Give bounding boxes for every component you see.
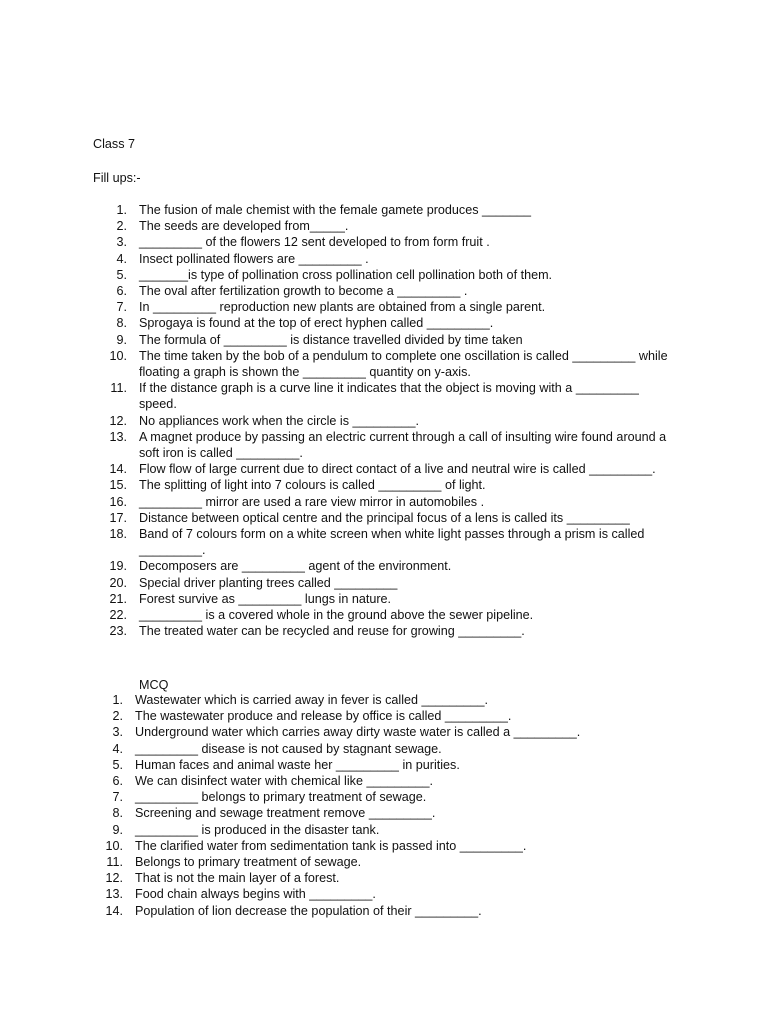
fill-up-item bbox=[100, 526, 670, 558]
fill-up-item bbox=[100, 202, 670, 218]
fill-ups-heading: Fill ups:- bbox=[93, 171, 141, 185]
mcq-item-number: 14. bbox=[105, 903, 123, 918]
mcq-item-number: 9. bbox=[112, 822, 123, 837]
mcq-item-number: 7. bbox=[112, 790, 123, 805]
mcq-item bbox=[96, 724, 666, 740]
fill-up-item-number: 15. bbox=[109, 478, 127, 493]
mcq-item-text: Screening and sewage treatment remove _________. bbox=[135, 806, 436, 821]
fill-up-item-number: 4. bbox=[116, 251, 127, 266]
mcq-item-number: 8. bbox=[112, 806, 123, 821]
fill-up-item bbox=[100, 299, 670, 315]
fill-up-item bbox=[100, 413, 670, 429]
mcq-item-number: 11. bbox=[106, 855, 123, 870]
mcq-item-text: Population of lion decrease the population of their _________. bbox=[135, 903, 482, 918]
mcq-item bbox=[96, 789, 666, 805]
fill-up-item-number: 1. bbox=[116, 203, 127, 217]
mcq-item-text: Food chain always begins with _________. bbox=[135, 887, 376, 902]
mcq-item-number: 6. bbox=[112, 774, 123, 789]
fill-up-item-text: The formula of _________ is distance travelled divided by time taken bbox=[139, 332, 523, 347]
mcq-item bbox=[96, 886, 666, 902]
mcq-item-number: 10. bbox=[105, 838, 123, 853]
fill-up-item-number: 16. bbox=[109, 494, 127, 509]
fill-up-item-text: If the distance graph is a curve line it indicates that the object is moving with a _________ speed. bbox=[139, 381, 639, 412]
fill-up-item-number: 9. bbox=[116, 332, 127, 347]
fill-up-item bbox=[100, 332, 670, 348]
fill-up-item-number: 19. bbox=[109, 559, 127, 574]
fill-up-item-text: _________ of the flowers 12 sent developed to from form fruit . bbox=[139, 235, 490, 250]
fill-up-item-number: 5. bbox=[116, 267, 127, 282]
mcq-item-text: Wastewater which is carried away in fever is called _________. bbox=[135, 693, 489, 707]
fill-up-item-text: Special driver planting trees called _________ bbox=[139, 575, 398, 590]
mcq-item bbox=[96, 805, 666, 821]
mcq-item-text: _________ belongs to primary treatment of sewage. bbox=[135, 790, 427, 805]
fill-up-item-text: A magnet produce by passing an electric current through a call of insulting wire found around a soft iron is called _________. bbox=[139, 429, 667, 461]
mcq-item-text: That is not the main layer of a forest. bbox=[135, 871, 340, 886]
mcq-item-text: _________ is produced in the disaster tank. bbox=[135, 822, 380, 837]
mcq-item bbox=[96, 692, 666, 708]
mcq-item-number: 13. bbox=[105, 887, 123, 902]
fill-up-item bbox=[100, 591, 670, 607]
fill-up-item bbox=[100, 234, 670, 250]
mcq-list bbox=[96, 692, 666, 919]
mcq-item-number: 3. bbox=[112, 725, 123, 740]
fill-up-item-text: In _________ reproduction new plants are obtained from a single parent. bbox=[139, 300, 546, 315]
fill-up-item-text: Decomposers are _________ agent of the environment. bbox=[139, 559, 452, 574]
mcq-item-number: 1. bbox=[112, 693, 123, 707]
fill-up-item-text: _______is type of pollination cross pollination cell pollination both of them. bbox=[139, 267, 553, 282]
mcq-item-text: The clarified water from sedimentation tank is passed into _________. bbox=[135, 838, 527, 853]
fill-up-item-text: The oval after fertilization growth to become a _________ . bbox=[139, 284, 468, 299]
fill-up-item-text: Band of 7 colours form on a white screen when white light passes through a prism is called _________. bbox=[139, 527, 645, 558]
mcq-item bbox=[96, 870, 666, 886]
mcq-item-text: Underground water which carries away dirty waste water is called a _________. bbox=[135, 725, 581, 740]
mcq-item bbox=[96, 757, 666, 773]
mcq-heading: MCQ bbox=[139, 678, 169, 692]
fill-up-item-number: 11. bbox=[110, 381, 127, 396]
fill-up-item-text: The time taken by the bob of a pendulum to complete one oscillation is called _________ while floating a graph is shown the _________ quantity on y-axis. bbox=[139, 348, 668, 380]
fill-up-item bbox=[100, 510, 670, 526]
fill-up-item bbox=[100, 251, 670, 267]
fill-up-item-number: 10. bbox=[109, 348, 127, 363]
fill-up-item-text: The splitting of light into 7 colours is called _________ of light. bbox=[139, 478, 486, 493]
fill-up-item-text: Forest survive as _________ lungs in nature. bbox=[139, 591, 392, 606]
fill-up-item bbox=[100, 477, 670, 493]
fill-up-item-number: 22. bbox=[109, 608, 127, 623]
fill-up-item bbox=[100, 315, 670, 331]
fill-up-item-text: Sprogaya is found at the top of erect hyphen called _________. bbox=[139, 316, 494, 331]
fill-up-item-number: 7. bbox=[116, 300, 127, 315]
fill-up-item-number: 6. bbox=[116, 284, 127, 299]
mcq-item-text: Belongs to primary treatment of sewage. bbox=[135, 855, 362, 870]
mcq-item bbox=[96, 773, 666, 789]
class-title: Class 7 bbox=[93, 137, 135, 151]
fill-up-item-number: 13. bbox=[109, 429, 127, 444]
mcq-item bbox=[96, 741, 666, 757]
fill-up-item bbox=[100, 494, 670, 510]
mcq-item-number: 2. bbox=[112, 709, 123, 724]
fill-up-item-number: 23. bbox=[109, 624, 127, 639]
mcq-item bbox=[96, 854, 666, 870]
mcq-item-text: Human faces and animal waste her _________ in purities. bbox=[135, 757, 460, 772]
mcq-item bbox=[96, 903, 666, 919]
mcq-item bbox=[96, 822, 666, 838]
fill-up-item bbox=[100, 267, 670, 283]
fill-up-item-text: Flow flow of large current due to direct contact of a live and neutral wire is called _________. bbox=[139, 462, 656, 477]
fill-up-item bbox=[100, 218, 670, 234]
fill-up-item-text: No appliances work when the circle is _________. bbox=[139, 413, 420, 428]
fill-up-item-text: The seeds are developed from_____. bbox=[139, 219, 349, 234]
fill-up-item bbox=[100, 380, 670, 412]
fill-ups-list bbox=[100, 202, 670, 639]
fill-up-item bbox=[100, 607, 670, 623]
fill-up-item-number: 21. bbox=[109, 591, 127, 606]
fill-up-item bbox=[100, 623, 670, 639]
fill-up-item bbox=[100, 429, 670, 461]
fill-up-item bbox=[100, 461, 670, 477]
fill-up-item-number: 14. bbox=[109, 462, 127, 477]
fill-up-item-text: _________ is a covered whole in the ground above the sewer pipeline. bbox=[139, 608, 534, 623]
mcq-item bbox=[96, 838, 666, 854]
mcq-item-number: 12. bbox=[105, 871, 123, 886]
fill-up-item-text: Insect pollinated flowers are _________ . bbox=[139, 251, 369, 266]
fill-up-item-number: 17. bbox=[109, 510, 127, 525]
fill-up-item-text: The treated water can be recycled and reuse for growing _________. bbox=[139, 624, 525, 639]
mcq-item-number: 4. bbox=[112, 741, 123, 756]
fill-up-item-text: The fusion of male chemist with the female gamete produces _______ bbox=[139, 203, 532, 217]
fill-up-item bbox=[100, 348, 670, 380]
mcq-item-text: _________ disease is not caused by stagnant sewage. bbox=[135, 741, 442, 756]
fill-up-item bbox=[100, 558, 670, 574]
mcq-item-text: The wastewater produce and release by office is called _________. bbox=[135, 709, 512, 724]
fill-up-item-text: Distance between optical centre and the principal focus of a lens is called its _________ bbox=[139, 510, 630, 525]
fill-up-item-text: _________ mirror are used a rare view mirror in automobiles . bbox=[139, 494, 485, 509]
mcq-item-number: 5. bbox=[112, 757, 123, 772]
fill-up-item-number: 12. bbox=[109, 413, 127, 428]
fill-up-item-number: 18. bbox=[109, 527, 127, 542]
fill-up-item-number: 8. bbox=[116, 316, 127, 331]
mcq-item-text: We can disinfect water with chemical like _________. bbox=[135, 774, 433, 789]
fill-up-item bbox=[100, 575, 670, 591]
fill-up-item-number: 2. bbox=[116, 219, 127, 234]
fill-up-item-number: 20. bbox=[109, 575, 127, 590]
fill-up-item bbox=[100, 283, 670, 299]
mcq-item bbox=[96, 708, 666, 724]
fill-up-item-number: 3. bbox=[116, 235, 127, 250]
